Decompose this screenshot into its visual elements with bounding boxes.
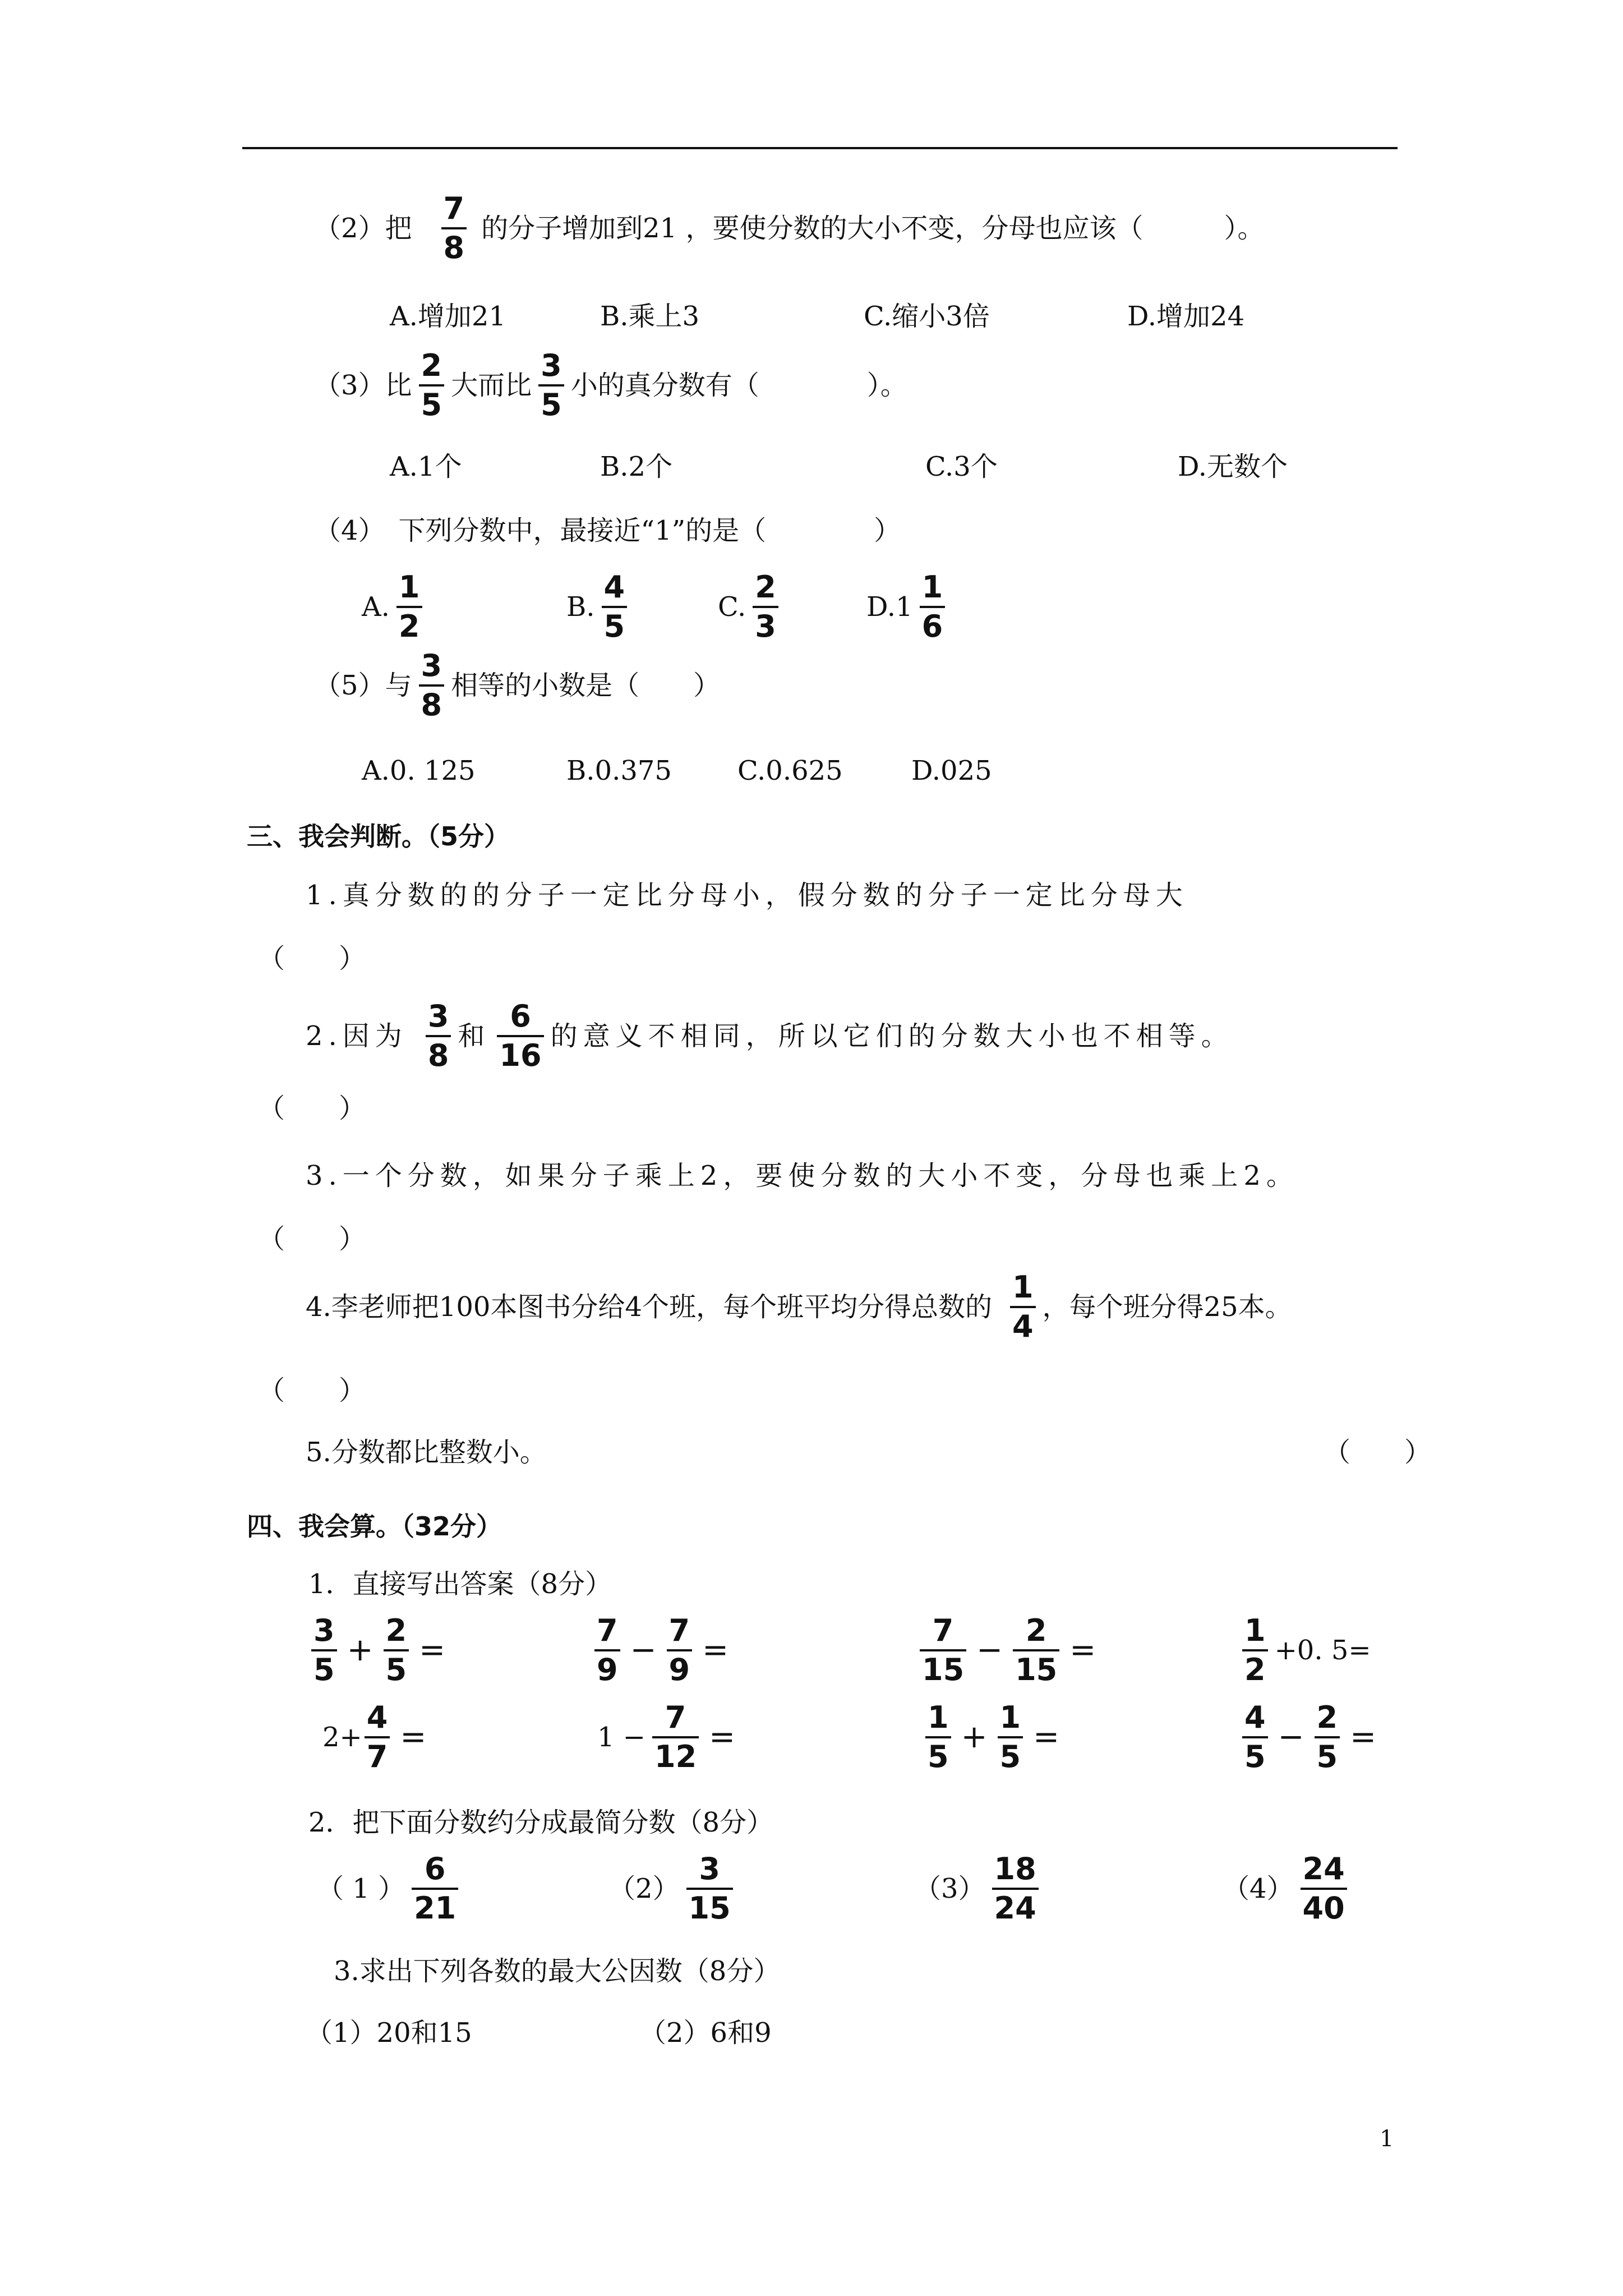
- q2-fraction: 7 8: [441, 194, 467, 263]
- q5-option-a[interactable]: A.0. 125: [362, 755, 476, 786]
- calc-3: 7 15 − $\frac{2}{15}$ =: [920, 1616, 1099, 1685]
- q3-prefix: （3）比: [314, 370, 412, 401]
- part-3-title: 3.求出下列各数的最大公因数（8分）: [334, 1955, 781, 1987]
- simplify-1: （ 1 ） 6 21: [317, 1854, 465, 1924]
- header-rule: [242, 147, 1398, 149]
- judge-5-text: 5.分数都比整数小。: [306, 1437, 547, 1468]
- q2-option-c[interactable]: C.缩小3倍: [864, 301, 990, 332]
- q5-text: 相等的小数是（ ）: [451, 670, 721, 701]
- q3-option-c[interactable]: C.3个: [925, 451, 998, 482]
- judge-4-fraction: 1 4: [1010, 1272, 1036, 1342]
- q5-fraction: 3 8: [419, 651, 445, 720]
- q2-option-d[interactable]: D.增加24: [1127, 301, 1245, 332]
- q3-option-a[interactable]: A.1个: [390, 451, 462, 482]
- calc-2: 7 9 − $\frac{7}{9}$ =: [594, 1616, 732, 1685]
- part-2-title: 2．把下面分数约分成最简分数（8分）: [308, 1807, 774, 1838]
- simplify-2: （2） 3 15: [608, 1854, 740, 1924]
- gcd-2: （2）6和9: [639, 2017, 772, 2049]
- q4-option-c[interactable]: C. 2 3: [718, 572, 785, 642]
- calc-6: 1 − $\frac{7}{12}$ =: [597, 1700, 736, 1774]
- judge-3-answer[interactable]: （ ）: [258, 1223, 366, 1255]
- q2-text: 的分子增加到21 ，要使分数的大小不变，分母也应该（ ）。: [481, 213, 1265, 244]
- question-2: [314, 191, 1265, 265]
- q3-option-b[interactable]: B.2个: [600, 451, 673, 482]
- gcd-1: （1）20和15: [306, 2017, 472, 2049]
- judge-4-answer[interactable]: （ ）: [258, 1375, 366, 1406]
- judge-2-answer[interactable]: （ ）: [258, 1093, 366, 1124]
- part-1-title: 1．直接写出答案（8分）: [308, 1568, 612, 1600]
- q5-prefix: （5）与: [314, 670, 412, 701]
- q4-fraction-b: 4 5: [602, 572, 628, 642]
- q4-option-b[interactable]: B. 4 5: [566, 572, 634, 642]
- q2-option-b[interactable]: B.乘上3: [600, 301, 700, 332]
- q3-mid: 大而比: [451, 370, 532, 401]
- q4-fraction-c: 2 3: [753, 572, 778, 642]
- calc-5: 2+ $\frac{4}{7}$ =: [322, 1700, 427, 1774]
- question-5: [314, 648, 721, 723]
- judge-5-answer[interactable]: （ ）: [1324, 1437, 1432, 1468]
- section-4-title: 四、我会算。（32分）: [247, 1511, 502, 1542]
- q2-prefix: （2）把: [314, 213, 412, 244]
- calc-1: 3 5 + $\frac{2}{5}$ =: [311, 1616, 449, 1685]
- judge-3-text: 3.一个分数，如果分子乘上2，要使分数的大小不变，分母也乘上2。: [306, 1160, 1299, 1191]
- q3-fraction-2: 3 5: [538, 351, 564, 420]
- question-3: [314, 348, 907, 422]
- calc-8: 4 5 − $\frac{2}{5}$ =: [1242, 1703, 1380, 1772]
- q4-option-a[interactable]: A. 1 2: [362, 572, 429, 642]
- q4-option-d[interactable]: D.1 1 6: [866, 572, 952, 642]
- q4-fraction-a: 1 2: [396, 572, 422, 642]
- question-4: （4） 下列分数中，最接近“1”的是（ ）: [314, 515, 901, 546]
- judge-1-text: 1.真分数的的分子一定比分母小，假分数的分子一定比分母大: [306, 880, 1188, 911]
- judge-2-fraction-2: 6 16: [497, 1001, 543, 1071]
- simplify-4: （4） 24 40: [1223, 1854, 1354, 1924]
- judge-2-fraction-1: 3 8: [426, 1001, 451, 1071]
- q3-fraction-1: 2 5: [419, 351, 445, 420]
- judge-1-answer[interactable]: （ ）: [258, 943, 366, 974]
- q3-option-d[interactable]: D.无数个: [1178, 451, 1288, 482]
- q5-option-b[interactable]: B.0.375: [566, 755, 672, 786]
- section-3-title: 三、我会判断。（5分）: [247, 821, 510, 852]
- q4-fraction-d: 1 6: [920, 572, 946, 642]
- simplify-3: （3） 18 24: [914, 1854, 1045, 1924]
- judge-4: 4.李老师把100本图书分给4个班，每个班平均分得总数的 1 4 ，每个班分得25本。: [306, 1269, 1292, 1344]
- q3-text: 小的真分数有（ ）。: [570, 370, 907, 401]
- q5-option-d[interactable]: D.025: [911, 755, 992, 786]
- q2-option-a[interactable]: A.增加21: [390, 301, 506, 332]
- page-number: 1: [1380, 2126, 1394, 2152]
- calc-4: 1 2 +0. 5=: [1242, 1616, 1371, 1685]
- judge-2: 2.因为 3 8 和 6 16 的意义不相同，所以它们的分数大小也不相等。: [306, 999, 1234, 1073]
- calc-7: 1 5 + $\frac{1}{5}$ =: [925, 1703, 1063, 1772]
- q5-option-c[interactable]: C.0.625: [737, 755, 843, 786]
